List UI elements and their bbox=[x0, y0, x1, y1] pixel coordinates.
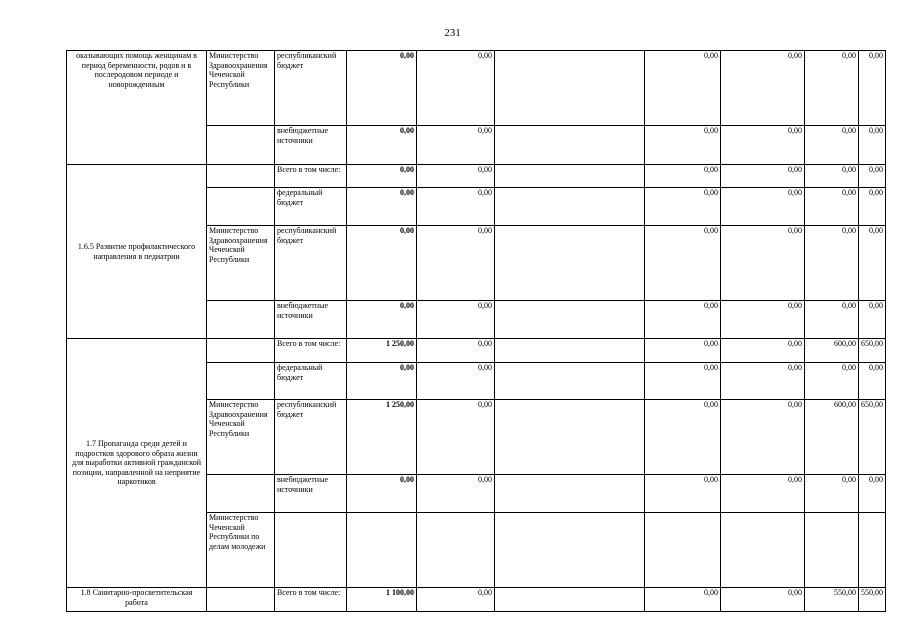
value-cell: 0,00 bbox=[645, 363, 721, 400]
value-cell: 600,00 bbox=[805, 339, 859, 363]
executor-cell bbox=[207, 339, 275, 363]
value-cell: 0,00 bbox=[645, 188, 721, 226]
value-cell: 650,00 bbox=[859, 339, 886, 363]
value-cell bbox=[495, 51, 645, 126]
value-cell: 0,00 bbox=[805, 126, 859, 165]
executor-cell bbox=[207, 301, 275, 339]
value-cell bbox=[495, 475, 645, 513]
value-cell: 0,00 bbox=[859, 475, 886, 513]
executor-cell bbox=[207, 363, 275, 400]
value-cell: 0,00 bbox=[721, 400, 805, 475]
value-cell: 0,00 bbox=[645, 400, 721, 475]
value-cell bbox=[495, 165, 645, 188]
value-cell: 0,00 bbox=[645, 475, 721, 513]
program-cell: 1.8 Санитарно-просветительская работа bbox=[67, 588, 207, 612]
value-cell: 0,00 bbox=[645, 339, 721, 363]
executor-cell bbox=[207, 588, 275, 612]
source-cell: Всего в том числе: bbox=[275, 165, 347, 188]
value-cell bbox=[495, 588, 645, 612]
value-cell: 0,00 bbox=[417, 301, 495, 339]
value-cell: 0,00 bbox=[859, 363, 886, 400]
executor-cell bbox=[207, 188, 275, 226]
value-cell: 0,00 bbox=[721, 126, 805, 165]
program-cell: 1.7 Пропаганда среди детей и подростков здорового образа жизни для выработки активной гражданской позиции, направленной на неприятие наркотиков bbox=[67, 339, 207, 588]
total-value: 0,00 bbox=[347, 188, 417, 226]
value-cell: 0,00 bbox=[721, 165, 805, 188]
value-cell: 0,00 bbox=[645, 588, 721, 612]
total-value: 0,00 bbox=[347, 126, 417, 165]
value-cell: 0,00 bbox=[859, 51, 886, 126]
value-cell: 0,00 bbox=[645, 301, 721, 339]
value-cell: 550,00 bbox=[859, 588, 886, 612]
value-cell: 0,00 bbox=[805, 226, 859, 301]
table-row bbox=[67, 165, 886, 188]
executor-cell: Министерство Чеченской Республики по делам молодежи bbox=[207, 513, 275, 588]
table-row bbox=[67, 339, 886, 363]
executor-cell bbox=[207, 475, 275, 513]
total-value: 0,00 bbox=[347, 165, 417, 188]
value-cell: 0,00 bbox=[417, 165, 495, 188]
executor-cell bbox=[207, 126, 275, 165]
value-cell: 0,00 bbox=[721, 475, 805, 513]
value-cell: 0,00 bbox=[645, 126, 721, 165]
source-cell: внебюджетные источники bbox=[275, 301, 347, 339]
value-cell: 0,00 bbox=[417, 400, 495, 475]
table-row bbox=[67, 588, 886, 612]
total-value bbox=[347, 513, 417, 588]
budget-table bbox=[66, 50, 886, 612]
source-cell: республиканский бюджет bbox=[275, 400, 347, 475]
value-cell bbox=[495, 513, 645, 588]
value-cell: 0,00 bbox=[417, 188, 495, 226]
program-cell: оказывающих помощь женщинам в период беременности, родов и в послеродовом периоде и новорожденным bbox=[67, 51, 207, 165]
value-cell: 0,00 bbox=[417, 339, 495, 363]
value-cell bbox=[645, 513, 721, 588]
value-cell bbox=[495, 301, 645, 339]
value-cell: 600,00 bbox=[805, 400, 859, 475]
value-cell: 0,00 bbox=[417, 226, 495, 301]
value-cell: 0,00 bbox=[721, 188, 805, 226]
value-cell: 0,00 bbox=[805, 188, 859, 226]
total-value: 0,00 bbox=[347, 475, 417, 513]
value-cell: 0,00 bbox=[859, 126, 886, 165]
total-value: 0,00 bbox=[347, 51, 417, 126]
value-cell bbox=[495, 188, 645, 226]
value-cell: 0,00 bbox=[417, 126, 495, 165]
source-cell: внебюджетные источники bbox=[275, 475, 347, 513]
value-cell: 0,00 bbox=[805, 51, 859, 126]
value-cell: 0,00 bbox=[417, 475, 495, 513]
source-cell: Всего в том числе: bbox=[275, 339, 347, 363]
source-cell: республиканский бюджет bbox=[275, 51, 347, 126]
source-cell: республиканский бюджет bbox=[275, 226, 347, 301]
value-cell: 0,00 bbox=[805, 363, 859, 400]
value-cell: 0,00 bbox=[721, 588, 805, 612]
value-cell: 0,00 bbox=[859, 226, 886, 301]
total-value: 1 250,00 bbox=[347, 339, 417, 363]
value-cell: 0,00 bbox=[721, 51, 805, 126]
value-cell bbox=[495, 226, 645, 301]
value-cell: 550,00 bbox=[805, 588, 859, 612]
total-value: 1 100,00 bbox=[347, 588, 417, 612]
value-cell: 0,00 bbox=[645, 226, 721, 301]
executor-cell bbox=[207, 165, 275, 188]
source-cell: внебюджетные источники bbox=[275, 126, 347, 165]
value-cell: 0,00 bbox=[721, 301, 805, 339]
value-cell: 0,00 bbox=[417, 51, 495, 126]
value-cell: 0,00 bbox=[721, 339, 805, 363]
page-number: 231 bbox=[444, 27, 461, 39]
total-value: 0,00 bbox=[347, 363, 417, 400]
value-cell: 0,00 bbox=[721, 363, 805, 400]
value-cell bbox=[805, 513, 859, 588]
executor-cell: Министерство Здравоохранения Чеченской Республики bbox=[207, 51, 275, 126]
value-cell bbox=[495, 126, 645, 165]
value-cell: 650,00 bbox=[859, 400, 886, 475]
total-value: 1 250,00 bbox=[347, 400, 417, 475]
source-cell: Всего в том числе: bbox=[275, 588, 347, 612]
value-cell bbox=[859, 513, 886, 588]
value-cell: 0,00 bbox=[859, 188, 886, 226]
source-cell bbox=[275, 513, 347, 588]
value-cell bbox=[495, 400, 645, 475]
program-cell: 1.6.5 Развитие профилактического направления в педиатрии bbox=[67, 165, 207, 339]
value-cell: 0,00 bbox=[805, 165, 859, 188]
value-cell: 0,00 bbox=[805, 301, 859, 339]
value-cell bbox=[495, 363, 645, 400]
value-cell: 0,00 bbox=[721, 226, 805, 301]
value-cell bbox=[495, 339, 645, 363]
value-cell: 0,00 bbox=[417, 588, 495, 612]
source-cell: федеральный бюджет bbox=[275, 363, 347, 400]
value-cell: 0,00 bbox=[805, 475, 859, 513]
total-value: 0,00 bbox=[347, 301, 417, 339]
total-value: 0,00 bbox=[347, 226, 417, 301]
value-cell bbox=[721, 513, 805, 588]
value-cell: 0,00 bbox=[645, 51, 721, 126]
value-cell: 0,00 bbox=[417, 363, 495, 400]
value-cell bbox=[417, 513, 495, 588]
table-row bbox=[67, 51, 886, 126]
value-cell: 0,00 bbox=[859, 165, 886, 188]
value-cell: 0,00 bbox=[645, 165, 721, 188]
executor-cell: Министерство Здравоохранения Чеченской Республики bbox=[207, 400, 275, 475]
executor-cell: Министерство Здравоохранения Чеченской Республики bbox=[207, 226, 275, 301]
value-cell: 0,00 bbox=[859, 301, 886, 339]
source-cell: федеральный бюджет bbox=[275, 188, 347, 226]
